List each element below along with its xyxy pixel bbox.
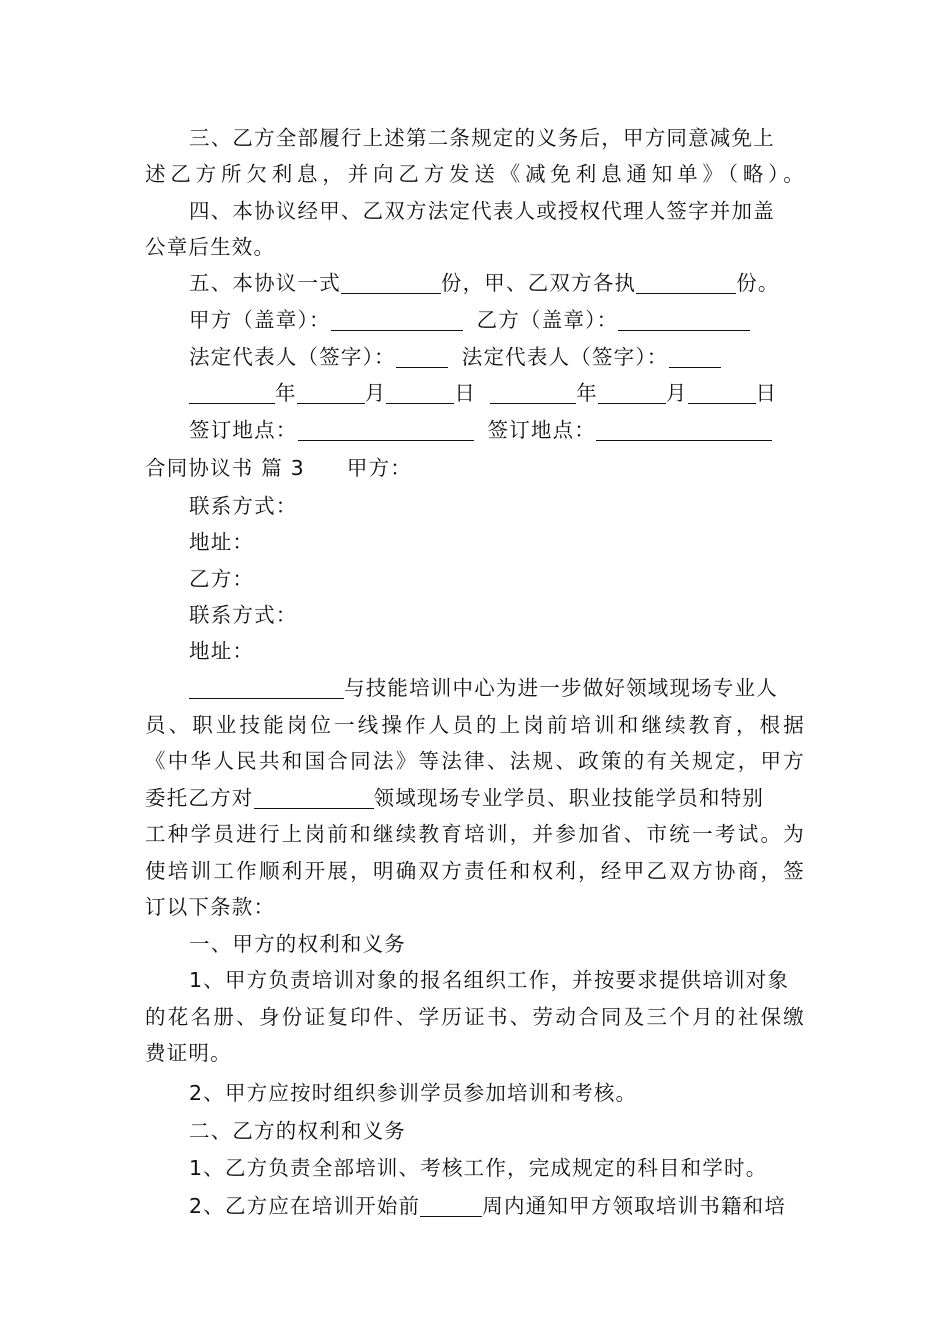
intro-line-3: 《中华人民共和国合同法》等法律、法规、政策的有关规定，甲方 <box>145 749 805 773</box>
year-label: 年 <box>275 381 297 405</box>
party-a-seal-blank <box>331 306 463 331</box>
section-5-mid: 份，甲、乙双方各执 <box>440 271 637 295</box>
party-a-year-blank <box>189 379 275 404</box>
party-b-sign-place-label: 签订地点： <box>487 418 596 442</box>
party-a-sign-place-blank <box>298 416 474 441</box>
party-b-item-1: 1、乙方负责全部培训、考核工作，完成规定的科目和学时。 <box>189 1156 768 1180</box>
party-b-month-blank <box>598 379 666 404</box>
section-3-line-1: 三、乙方全部履行上述第二条规定的义务后，甲方同意减免上 <box>189 126 775 150</box>
intro-line-1 <box>189 670 778 707</box>
section-4-line-2: 公章后生效。 <box>145 235 276 259</box>
day-label: 日 <box>755 381 778 405</box>
party-b-address: 地址： <box>189 639 255 663</box>
intro-line-4-pre: 委托乙方对 <box>145 786 254 810</box>
party-a-seal-label: 甲方（盖章）： <box>189 308 331 332</box>
weeks-blank <box>420 1192 482 1217</box>
intro-line-4-post: 领域现场专业学员、职业技能学员和特别 <box>373 786 765 810</box>
party-b-seal-label: 乙方（盖章）： <box>476 308 619 332</box>
party-b-legal-rep-blank <box>669 343 721 368</box>
party-b-item-2-pre: 2、乙方应在培训开始前 <box>189 1194 421 1218</box>
intro-line-2: 员、职业技能岗位一线操作人员的上岗前培训和继续教育，根据 <box>145 713 805 737</box>
legal-rep-line <box>189 339 721 376</box>
date-line <box>189 375 777 412</box>
intro-line-6: 使培训工作顺利开展，明确双方责任和权利，经甲乙双方协商，签 <box>145 859 805 883</box>
year-label: 年 <box>576 381 598 405</box>
month-label: 月 <box>665 381 688 405</box>
party-b-legal-rep-label: 法定代表人（签字）： <box>461 345 669 369</box>
intro-line-5: 工种学员进行上岗前和继续教育培训，并参加省、市统一考试。为 <box>145 822 805 846</box>
contract-3-title-line <box>145 450 412 487</box>
month-label: 月 <box>364 381 387 405</box>
contract-3-title: 合同协议书 篇 3 <box>145 456 305 480</box>
day-label: 日 <box>454 381 477 405</box>
section-5-line <box>189 265 780 302</box>
intro-line-1-text: 与技能培训中心为进一步做好领域现场专业人 <box>344 676 778 700</box>
party-b-seal-blank <box>618 306 750 331</box>
party-b-contact: 联系方式： <box>189 603 298 627</box>
party-a-legal-rep-blank <box>396 343 448 368</box>
party-b-year-blank <box>490 379 576 404</box>
party-b-rights-heading: 二、乙方的权利和义务 <box>189 1119 406 1143</box>
intro-line-7: 订以下条款： <box>145 895 276 919</box>
party-a-address: 地址： <box>189 530 255 554</box>
section-5-pre: 五、本协议一式 <box>189 271 341 295</box>
copies-total-blank <box>341 269 441 294</box>
party-b-day-blank <box>688 379 756 404</box>
party-a-item-2: 2、甲方应按时组织参训学员参加培训和考核。 <box>189 1081 638 1105</box>
field-blank <box>254 784 374 809</box>
party-name-blank <box>189 674 344 699</box>
party-a-contact: 联系方式： <box>189 494 298 518</box>
party-b-item-2-post: 周内通知甲方领取培训书籍和培 <box>482 1194 787 1218</box>
seal-line <box>189 302 750 339</box>
party-a-sign-place-label: 签订地点： <box>189 418 298 442</box>
section-4-line-1: 四、本协议经甲、乙双方法定代表人或授权代理人签字并加盖 <box>189 199 775 223</box>
party-a-item-1-line-2: 的花名册、身份证复印件、学历证书、劳动合同及三个月的社保缴 <box>145 1005 805 1029</box>
party-a-item-1-line-3: 费证明。 <box>145 1041 232 1065</box>
intro-line-4 <box>145 780 764 817</box>
party-a-label: 甲方： <box>346 456 412 480</box>
sign-place-line <box>189 412 772 449</box>
section-3-line-2: 述乙方所欠利息，并向乙方发送《减免利息通知单》（略）。 <box>145 162 805 186</box>
party-b-item-2 <box>189 1188 786 1225</box>
party-a-day-blank <box>386 379 454 404</box>
party-a-item-1-line-1: 1、甲方负责培训对象的报名组织工作，并按要求提供培训对象 <box>189 968 790 992</box>
section-5-post: 份。 <box>736 271 780 295</box>
party-a-rights-heading: 一、甲方的权利和义务 <box>189 932 406 956</box>
party-a-month-blank <box>297 379 365 404</box>
copies-each-blank <box>636 269 736 294</box>
party-a-legal-rep-label: 法定代表人（签字）： <box>189 345 396 369</box>
party-b-sign-place-blank <box>596 416 772 441</box>
party-b-label: 乙方： <box>189 567 255 591</box>
